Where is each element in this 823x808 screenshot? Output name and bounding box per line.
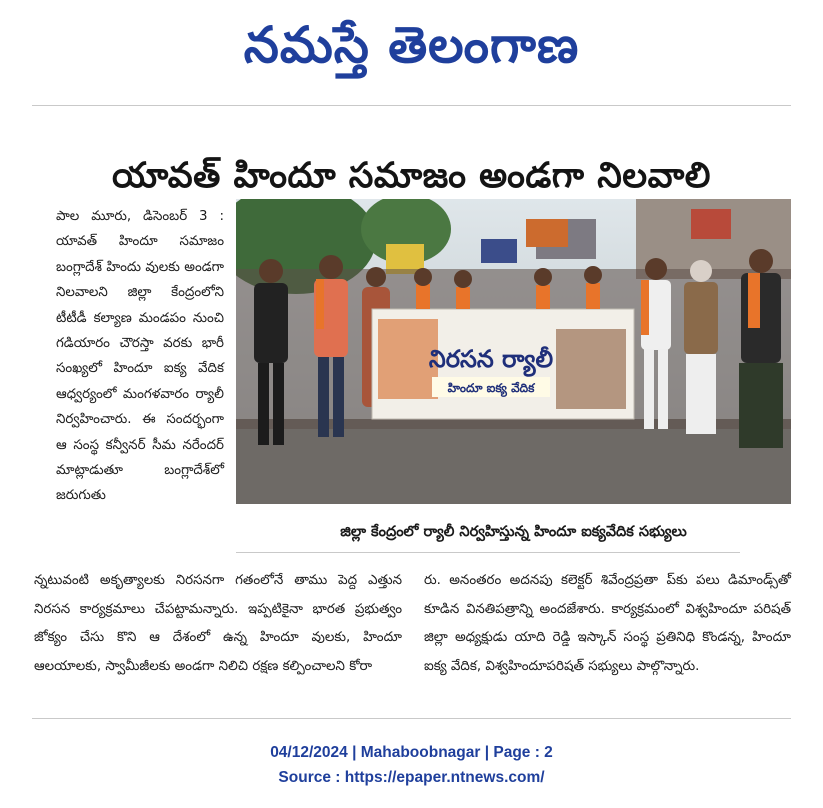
footer-dateline: 04/12/2024 | Mahaboobnagar | Page : 2	[270, 744, 553, 761]
photo-caption: జిల్లా కేంద్రంలో ర్యాలీ నిర్వహిస్తున్న హిందూ ఐక్యవేదిక సభ్యులు	[340, 524, 687, 540]
article-column-left	[56, 204, 224, 509]
banner-subtitle: హిందూ ఐక్య వేదిక	[447, 381, 535, 395]
article-paragraph-1: పాల మూరు, డిసెంబర్ 3 : యావత్ హిందూ సమాజం బంగ్లాదేశ్ హిందు వులకు అండగా నిలవాలని జిల్లా కేంద్రంలోని టీటీడీ కల్యాణ మండపం నుంచి గడియారం చౌరస్తా వరకు భారీ సంఖ్యలో హిందూ ఐక్య వేదిక ఆధ్వర్యంలో మంగళవారం ర్యాలీ నిర్వహించారు. ఈ సందర్భంగా ఆ సంస్థ కన్వీనర్ సీమ నరేందర్ మాట్లాడుతూ బంగ్లాదేశ్‌లో జరుగుతు	[56, 209, 224, 504]
masthead-divider	[32, 105, 791, 106]
rally-photo	[236, 199, 791, 504]
footer-source: Source : https://epaper.ntnews.com/	[278, 769, 545, 786]
banner-title: నిరసన ర్యాలీ	[428, 345, 554, 373]
rally-photo-illustration	[236, 199, 791, 504]
masthead-logo: నమస్తే తెలంగాణ	[243, 15, 580, 74]
article-paragraph-3: రు. అనంతరం అదనపు కలెక్టర్ శివేంద్రప్రతా ప్‌కు పలు డిమాండ్స్‌తో కూడిన వినతిపత్రాన్ని అందజేశారు. కార్యక్రమంలో విశ్వహిందూ పరిషత్ జిల్లా అధ్యక్షుడు యాది రెడ్డి ఇస్కాన్ సంస్థ ప్రతినిధి కొండన్న, హిందూ ఐక్య వేదిక, విశ్వహిందూపరిషత్ సభ్యులు పాల్గొన్నారు.	[424, 573, 791, 674]
article-headline: యావత్ హిందూ సమాజం అండగా నిలవాలి	[112, 156, 711, 197]
caption-divider	[236, 552, 740, 553]
protest-banner	[372, 309, 634, 419]
article-column-bottom-left	[34, 567, 402, 681]
article-paragraph-2: న్నటువంటి అకృత్యాలకు నిరసనగా గతంలోనే తాము పెద్ద ఎత్తున నిరసన కార్యక్రమాలు చేపట్టామన్నారు. ఇప్పటికైనా భారత ప్రభుత్వం జోక్యం చేసు కొని ఆ దేశంలో ఉన్న హిందూ వులకు, హిందూ ఆలయాలకు, స్వామీజీలకు అండగా నిలిచి రక్షణ కల్పించాలని కోరా	[34, 573, 402, 674]
footer-divider	[32, 718, 791, 719]
article-column-bottom-right	[424, 567, 791, 681]
